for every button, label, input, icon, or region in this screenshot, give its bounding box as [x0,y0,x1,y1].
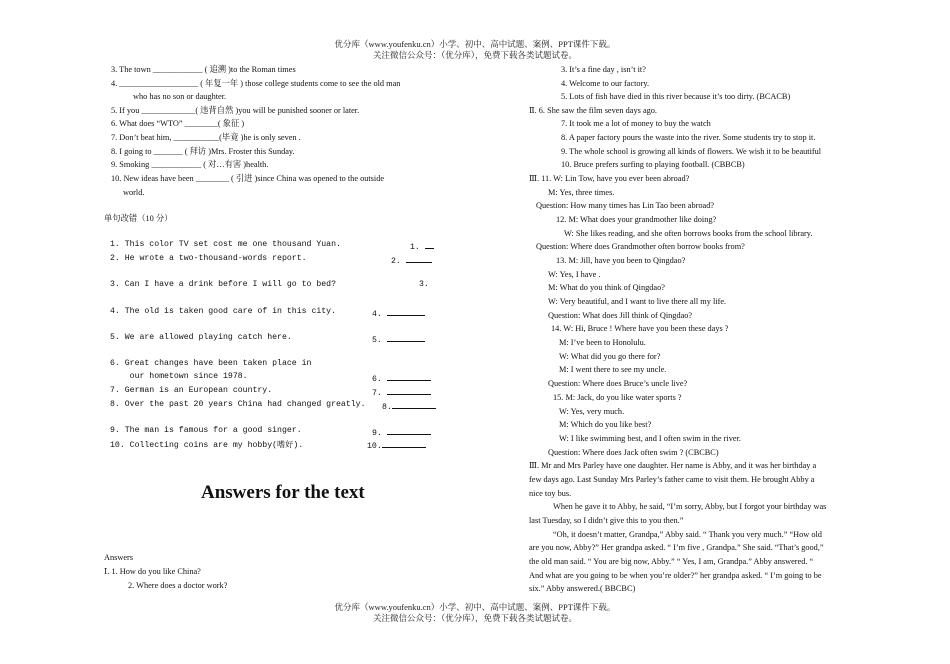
fill-item: world. [123,188,145,197]
error-sentence: 4. The old is taken good care of in this city. [110,307,337,316]
passage-line: the old man said. “ You are big now, Abby.” “ Yes, I am, Grandpa.” Abby answered. “ [529,557,814,566]
passage-line: When he gave it to Abby, he said, “I’m sorry, Abby, but I forgot your birthday was [553,502,827,511]
answer-line: 5. Lots of fish have died in this river because it’s too dirty. (BCACB) [561,92,791,101]
answer-line: M: I’ve been to Honolulu. [559,338,646,347]
passage-line: few days ago. Last Sunday Mrs Parley’s father came to visit them. He brought Abby a [529,475,815,484]
answer-line: W: I like swimming best, and I often swim in the river. [559,434,741,443]
error-sentence: 5. We are allowed playing catch here. [110,333,292,342]
answer-blank[interactable]: 10. [367,439,426,451]
answer-line: 9. The whole school is growing all kinds of flowers. We wish it to be beautiful [561,147,822,156]
fill-item: 6. What does “WTO” ________( 象征 ) [111,119,245,128]
answer-blank[interactable]: 1. [410,240,434,252]
answer-line: M: I went there to see my uncle. [559,365,667,374]
answer-line: 3. It’s a fine day , isn’t it? [561,65,646,74]
answer-line: M: Which do you like best? [559,420,652,429]
fill-item: 4. ___________________ ( 年复一年 ) those college students come to see the old man [111,79,401,88]
passage-line: six.” Abby answered.( BBCBC) [529,584,636,593]
answer-line: 13. M: Jill, have you been to Qingdao? [556,256,686,265]
error-sentence: our hometown since 1978. [110,372,248,381]
answer-line: 8. A paper factory pours the waste into the river. Some students try to stop it. [561,133,816,142]
answer-blank[interactable]: 6. [372,372,431,384]
page-footer-line2: 关注微信公众号：（优分库），免费下载各类试题试卷。 [372,613,577,623]
answer-blank[interactable]: 3. [419,280,429,289]
fill-item: 3. The town ____________ ( 追溯 )to the Roman times [111,65,296,74]
answer-line: Question: Where does Grandmother often borrow books from? [536,242,745,251]
answer-line: 2. Where does a doctor work? [128,581,228,590]
answer-blank[interactable]: 8. [382,400,436,412]
answer-line: W: She likes reading, and she often borrows books from the school library. [564,229,813,238]
page-footer-line1: 优分库（www.youfenku.cn）小学、初中、高中试题、案例、PPT课件下载。 [334,602,616,612]
section-title-error-correction: 单句改错（10 分） [104,214,173,223]
answer-line: W: Very beautiful, and I want to live there all my life. [548,297,727,306]
answer-line: Question: What does Jill think of Qingdao? [548,311,693,320]
answer-blank[interactable]: 2. [391,254,432,266]
answer-line: M: What do you think of Qingdao? [548,283,665,292]
error-sentence: 1. This color TV set cost me one thousand Yuan. [110,240,341,249]
passage-line: Ⅲ. Mr and Mrs Parley have one daughter. Her name is Abby, and it was her birthday a [529,461,817,470]
fill-item: 9. Smoking ____________ ( 对…有害 )health. [111,160,269,169]
answer-line: Ⅲ. 11. W: Lin Tow, have you ever been abroad? [529,174,690,183]
fill-item: who has no son or daughter. [133,92,227,101]
error-sentence: 8. Over the past 20 years China had changed greatly. [110,400,366,409]
error-sentence: 7. German is an European country. [110,386,273,395]
answer-blank[interactable]: 4. [372,307,425,319]
answer-line: 10. Bruce prefers surfing to playing football. (CBBCB) [561,160,745,169]
answer-blank[interactable]: 9. [372,426,431,438]
passage-line: are you now, Abby?” Her grandpa asked. “ I’m five , Grandpa.” She said. “That’s good,” [529,543,824,552]
error-sentence: 10. Collecting coins are my hobby(嗜好). [110,441,304,450]
answers-title: Answers for the text [201,482,365,503]
answer-line: Ⅱ. 6. She saw the film seven days ago. [529,106,657,115]
fill-item: 5. If you _____________( 违背自然 )you will be punished sooner or later. [111,106,360,115]
answer-line: W: Yes, I have . [548,270,601,279]
passage-line: nice toy bus. [529,489,572,498]
error-sentence: 3. Can I have a drink before I will go to bed? [110,280,337,289]
fill-item: 8. I going to _______ ( 拜访 )Mrs. Froster this Sunday. [111,147,295,156]
page-header-line1: 优分库（www.youfenku.cn）小学、初中、高中试题、案例、PPT课件下载。 [334,39,616,49]
answer-line: W: Yes, very much. [559,407,625,416]
error-sentence: 2. He wrote a two-thousand-words report. [110,254,307,263]
fill-item: 10. New ideas have been ________ ( 引进 )since China was opened to the outside [111,174,385,183]
passage-line: “Oh, it doesn’t matter, Grandpa,” Abby said. “ Thank you very much.” “How old [553,530,822,539]
error-sentence: 6. Great changes have been taken place in [110,359,312,368]
answer-line: Question: Where does Jack often swim ? (CBCBC) [548,448,719,457]
answer-line: 15. M: Jack, do you like water sports ? [553,393,682,402]
answer-line: 12. M: What does your grandmother like doing? [556,215,717,224]
answers-label: Answers [104,553,134,562]
answer-line: 14. W: Hi, Bruce ! Where have you been these days ? [551,324,729,333]
answer-line: 4. Welcome to our factory. [561,79,650,88]
answer-blank[interactable]: 7. [372,386,431,398]
passage-line: And what are you going to be when you’re older?” her grandpa asked. “ I’m going to be [529,571,822,580]
answer-line: Ⅰ. 1. How do you like China? [104,567,201,576]
answer-line: Question: How many times has Lin Tao been abroad? [536,201,715,210]
answer-line: W: What did you go there for? [559,352,661,361]
answer-line: 7. It took me a lot of money to buy the watch [561,119,711,128]
answer-line: M: Yes, three times. [548,188,615,197]
passage-line: last Tuesday, so I didn’t give this to you then.” [529,516,684,525]
answer-line: Question: Where does Bruce’s uncle live? [548,379,688,388]
error-sentence: 9. The man is famous for a good singer. [110,426,302,435]
fill-item: 7. Don’t beat him, ___________(毕竟 )he is only seven . [111,133,301,142]
answer-blank[interactable]: 5. [372,333,425,345]
page-header-line2: 关注微信公众号：（优分库），免费下载各类试题试卷。 [372,50,577,60]
